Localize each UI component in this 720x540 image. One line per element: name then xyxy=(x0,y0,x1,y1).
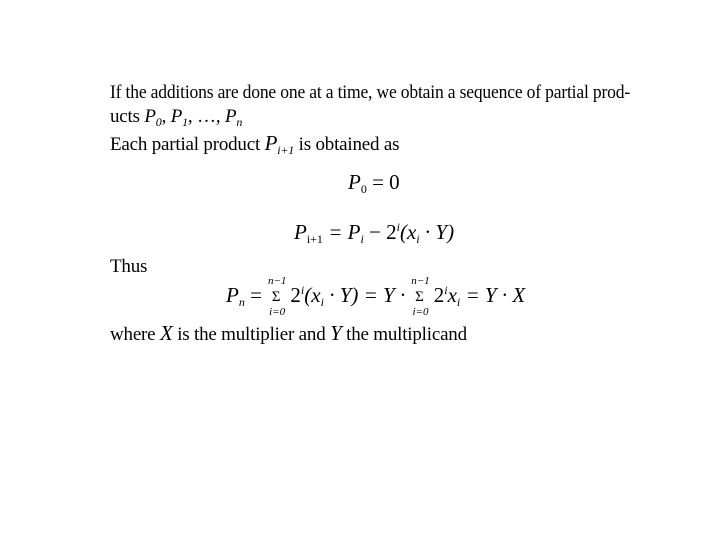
math-p1: $P_1$ xyxy=(170,106,188,129)
text-obtained-as: is obtained as xyxy=(298,134,400,155)
text-where: where X is the multiplier and Y the multiplicand xyxy=(110,321,467,345)
math-p0: $P_0$ xyxy=(144,106,162,129)
math-pn: $P_n$ xyxy=(224,106,243,129)
text-thus: Thus xyxy=(110,256,148,277)
text-line-3 xyxy=(110,131,400,157)
equation-p0: $P_0 = 0$ xyxy=(348,170,400,196)
summation-2: n−1 Σ i=0 xyxy=(411,274,430,318)
math-p-i1: $P_{i+1}$ xyxy=(264,131,295,157)
equation-recurrence: $P_{i+1} = P_i - 2^i(x_i \cdot Y)$ xyxy=(294,220,455,246)
text-ucts: ucts xyxy=(110,106,140,127)
equation-sum: $P_n$ = n−1 Σ i=0 $2^i(x_i \cdot Y) = Y$ · n−1 Σ i=0 $2^ix_i = Y \cdot X$ xyxy=(226,274,526,318)
math-ellipsis: … xyxy=(197,106,216,127)
text-line-2: ucts $P_0$, $P_1$, …, $P_n$ xyxy=(110,106,243,129)
summation-1: n−1 Σ i=0 xyxy=(267,274,287,318)
text-line-1: If the additions are done one at a time, we obtain a sequence of partial prod- xyxy=(110,82,630,103)
text-each-partial: Each partial product xyxy=(110,134,261,155)
